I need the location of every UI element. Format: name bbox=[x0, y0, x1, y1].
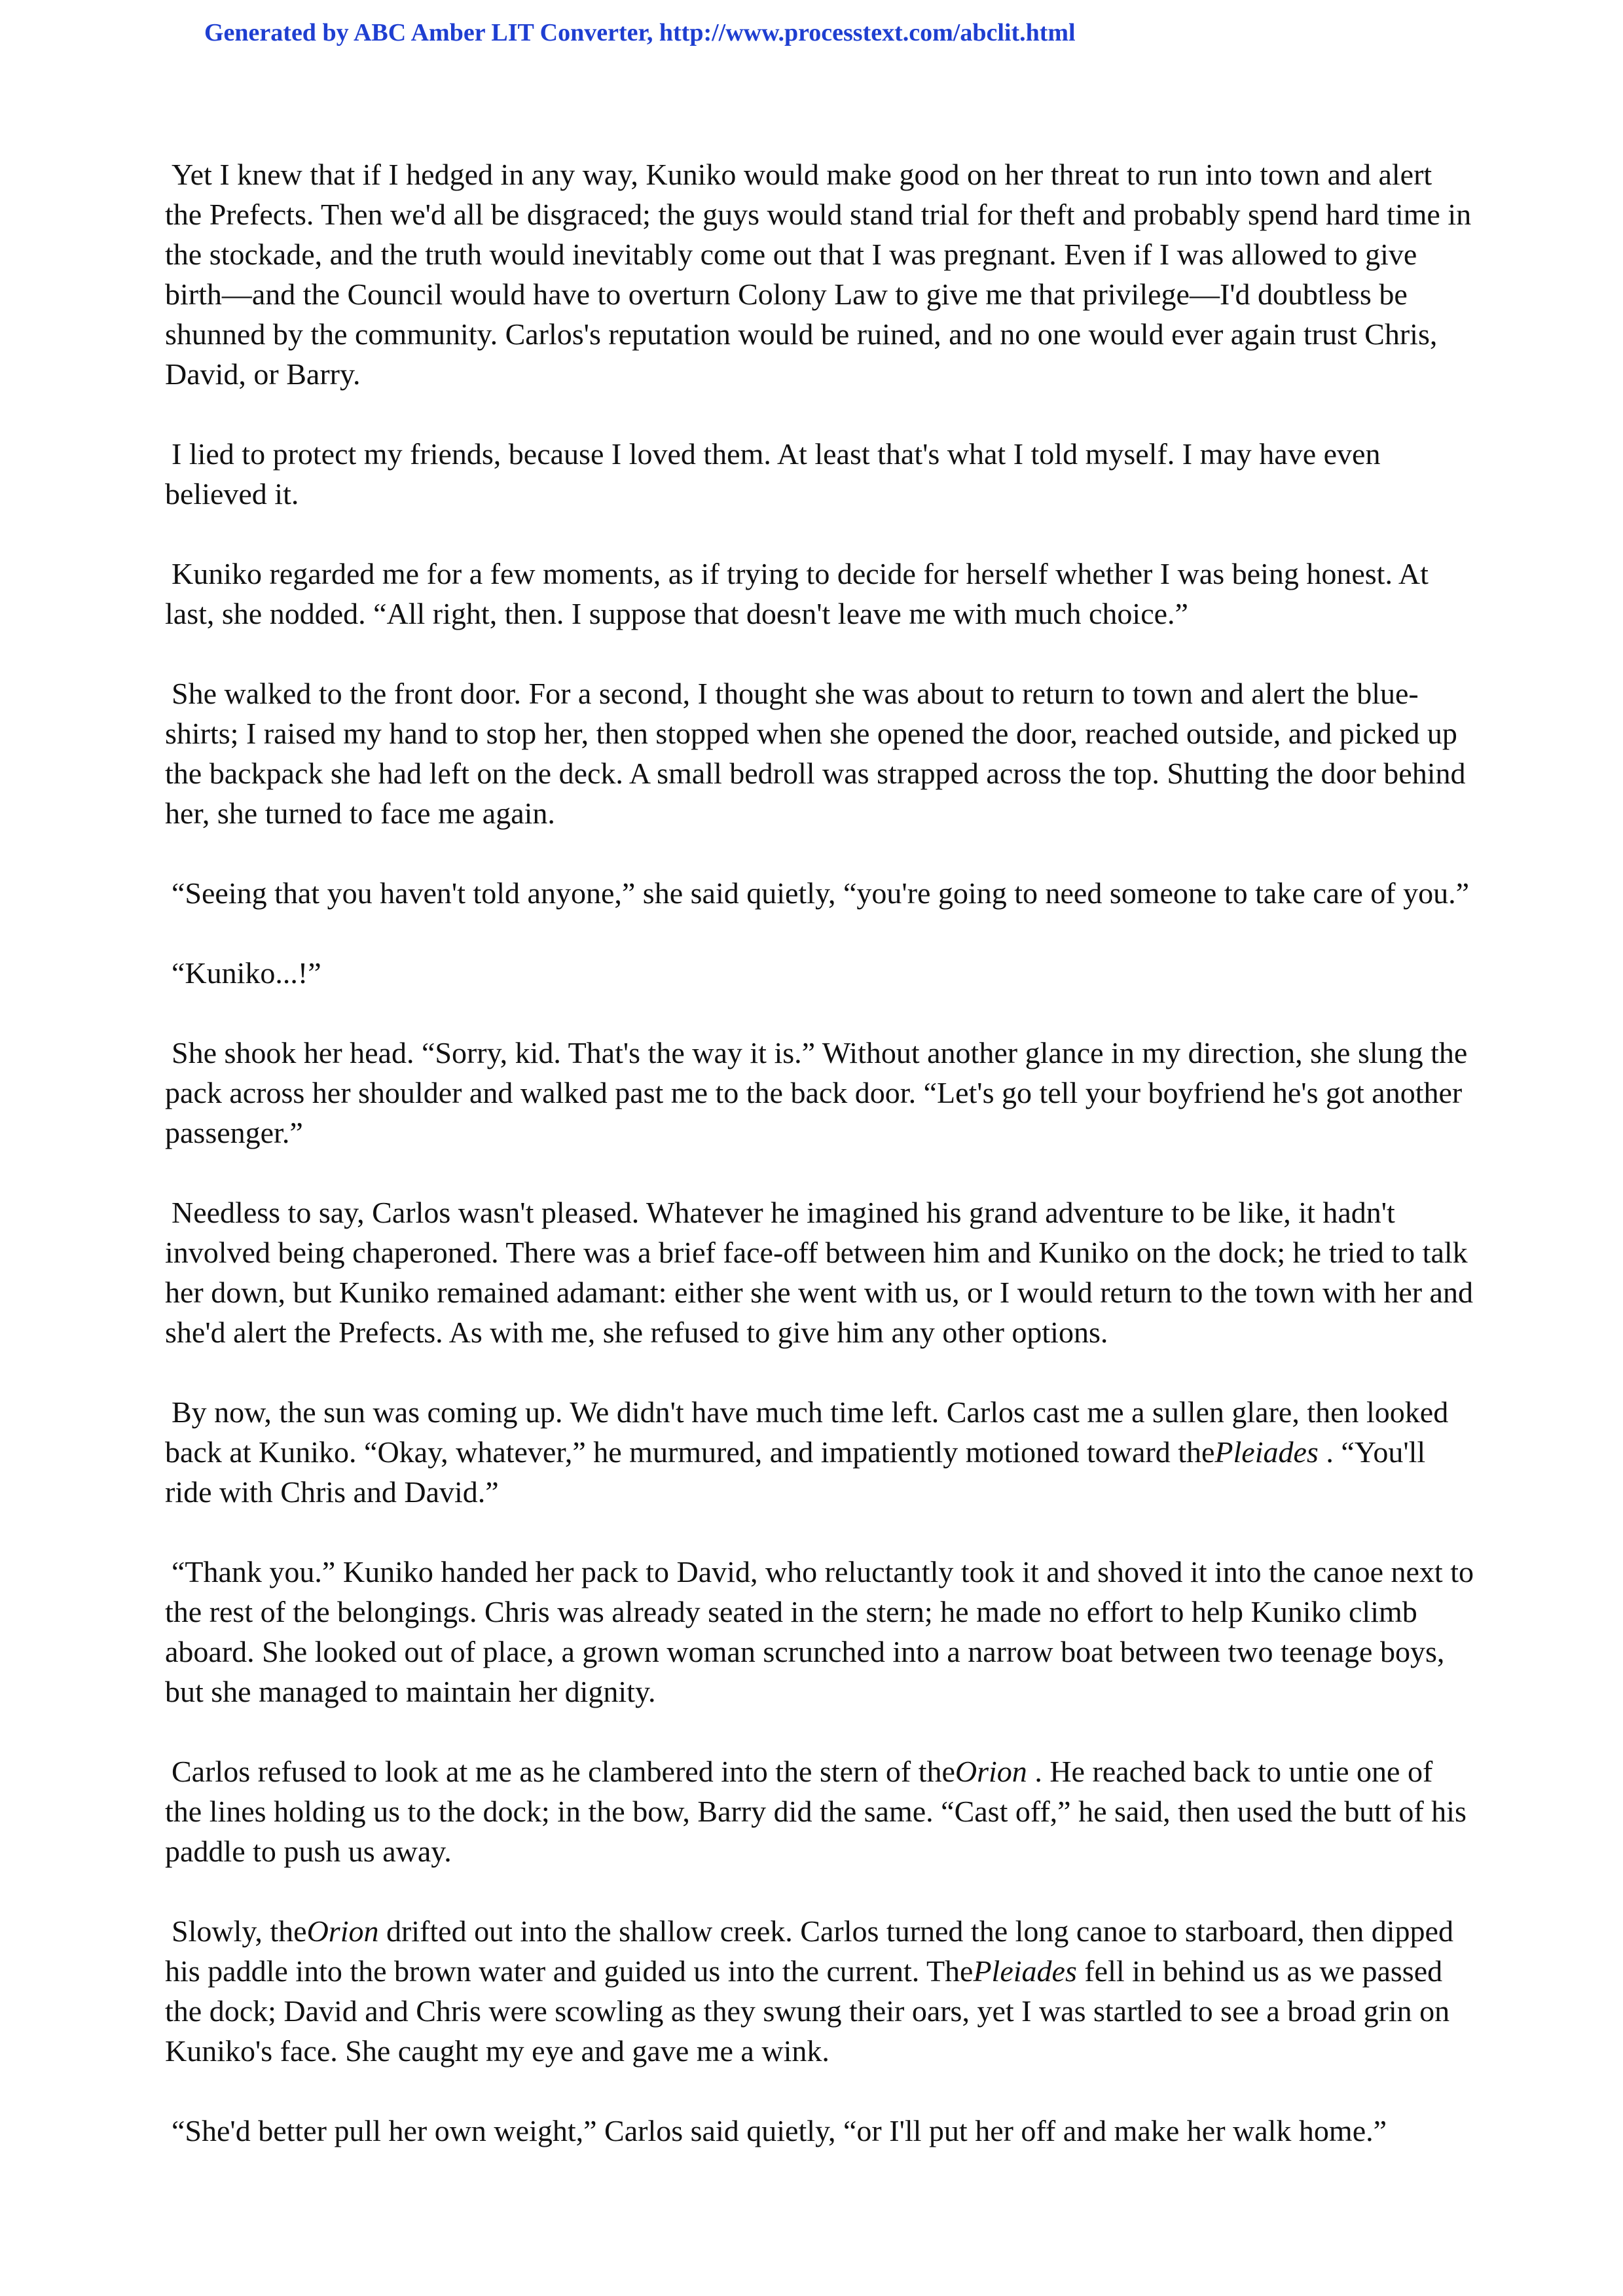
ship-name: Orion bbox=[955, 1755, 1027, 1788]
paragraph-text: . “You'll ride with Chris and David.” bbox=[165, 1435, 1426, 1509]
paragraph-text: . He reached back to untie one of the lines holding us to the dock; in the bow, Barry did the same. “Cast off,” he said, then used the butt of his paddle to push us away. bbox=[165, 1755, 1467, 1868]
paragraph: She shook her head. “Sorry, kid. That's the way it is.” Without another glance in my direction, she slung the pack across her shoulder and walked past me to the back door. “Let's go tell your boyfriend he's got another passenger.” bbox=[165, 1036, 1468, 1149]
paragraph-text: fell in behind us as we passed the dock; David and Chris were scowling as they swung their oars, yet I was startled to see a broad grin on Kuniko's face. She caught my eye and gave me a wink. bbox=[165, 1954, 1450, 2068]
paragraph-text: drifted out into the shallow creek. Carlos turned the long canoe to starboard, then dipped his paddle into the brown water and guided us into the current. The bbox=[165, 1914, 1453, 1988]
ship-name: Orion bbox=[306, 1914, 379, 1948]
paragraph: “Thank you.” Kuniko handed her pack to David, who reluctantly took it and shoved it into the canoe next to the rest of the belongings. Chris was already seated in the stern; he made no effort to help Kuniko climb aboard. She looked out of place, a grown woman scrunched into a narrow boat between two teenage boys, but she managed to maintain her dignity. bbox=[165, 1555, 1474, 1708]
paragraph: “She'd better pull her own weight,” Carlos said quietly, “or I'll put her off and make her walk home.” bbox=[172, 2114, 1387, 2147]
document-body bbox=[165, 154, 1474, 2151]
paragraph: Kuniko regarded me for a few moments, as if trying to decide for herself whether I was being honest. At last, she nodded. “All right, then. I suppose that doesn't leave me with much choice.” bbox=[165, 557, 1429, 630]
paragraph bbox=[165, 1911, 1474, 2071]
ship-name: Pleiades bbox=[973, 1954, 1077, 1988]
paragraph-text: Carlos refused to look at me as he clambered into the stern of the bbox=[172, 1755, 955, 1788]
converter-banner-link[interactable]: Generated by ABC Amber LIT Converter, http://www.processtext.com/abclit.html bbox=[204, 19, 1076, 46]
ship-name: Pleiades bbox=[1214, 1435, 1319, 1469]
paragraph: “Kuniko...!” bbox=[172, 956, 321, 990]
paragraph: Yet I knew that if I hedged in any way, Kuniko would make good on her threat to run into town and alert the Prefects. Then we'd all be disgraced; the guys would stand trial for theft and probably spend hard time in the stockade, and the truth would inevitably come out that I was pregnant. Even if I was allowed to give birth—and the Council would have to overturn Colony Law to give me that privilege—I'd doubtless be shunned by the community. Carlos's reputation would be ruined, and no one would ever again trust Chris, David, or Barry. bbox=[165, 158, 1472, 391]
paragraph: She walked to the front door. For a second, I thought she was about to return to town and alert the blue-shirts; I raised my hand to stop her, then stopped when she opened the door, reached outside, and picked up the backpack she had left on the deck. A small bedroll was strapped across the top. Shutting the door behind her, she turned to face me again. bbox=[165, 677, 1466, 830]
paragraph bbox=[165, 1392, 1474, 1512]
paragraph: Needless to say, Carlos wasn't pleased. Whatever he imagined his grand adventure to be like, it hadn't involved being chaperoned. There was a brief face-off between him and Kuniko on the dock; he tried to talk her down, but Kuniko remained adamant: either she went with us, or I would return to the town with her and she'd alert the Prefects. As with me, she refused to give him any other options. bbox=[165, 1196, 1473, 1349]
paragraph-text: By now, the sun was coming up. We didn't have much time left. Carlos cast me a sullen glare, then looked back at Kuniko. “Okay, whatever,” he murmured, and impatiently motioned toward the bbox=[165, 1395, 1449, 1469]
paragraph-text: Slowly, the bbox=[172, 1914, 307, 1948]
paragraph bbox=[165, 1751, 1474, 1871]
paragraph: I lied to protect my friends, because I loved them. At least that's what I told myself. I may have even believed it. bbox=[165, 437, 1381, 511]
paragraph: “Seeing that you haven't told anyone,” she said quietly, “you're going to need someone to take care of you.” bbox=[172, 876, 1470, 910]
